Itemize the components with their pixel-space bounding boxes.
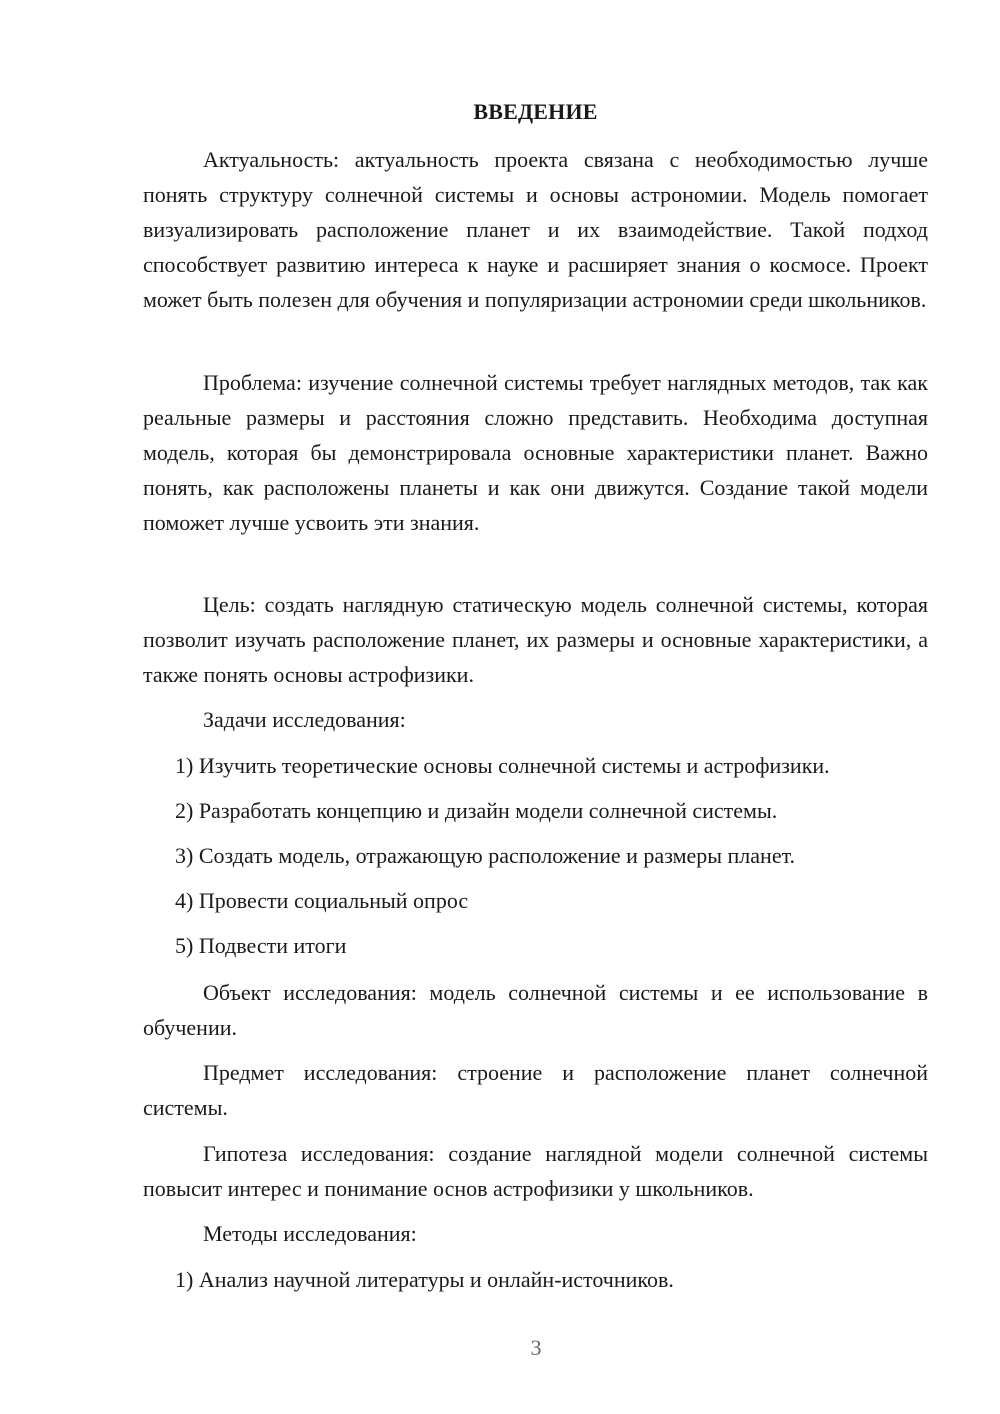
page-number: 3: [530, 1335, 542, 1360]
hypothesis-paragraph: Гипотеза исследования: создание наглядной модели солнечной системы повысит интерес и понимание основ астрофизики у школьников.: [143, 1141, 928, 1201]
methods-heading: Методы исследования:: [203, 1221, 417, 1246]
method-item-1: 1) Анализ научной литературы и онлайн-источников.: [175, 1267, 674, 1292]
tasks-heading: Задачи исследования:: [203, 707, 406, 732]
subject-paragraph: Предмет исследования: строение и расположение планет солнечной системы.: [143, 1060, 928, 1120]
page-title: ВВЕДЕНИЕ: [473, 99, 598, 124]
relevance-paragraph: Актуальность: актуальность проекта связана с необходимостью лучше понять структуру солнечной системы и основы астрономии. Модель помогает визуализировать расположение планет и их взаимодействие. Такой подход способствует развитию интереса к науке и расширяет знания о космосе. Проект может быть полезен для обучения и популяризации астрономии среди школьников.: [143, 147, 928, 312]
goal-paragraph: Цель: создать наглядную статическую модель солнечной системы, которая позволит изучать расположение планет, их размеры и основные характеристики, а также понять основы астрофизики.: [143, 592, 928, 687]
problem-paragraph: Проблема: изучение солнечной системы требует наглядных методов, так как реальные размеры и расстояния сложно представить. Необходима доступная модель, которая бы демонстрировала основные характеристики планет. Важно понять, как расположены планеты и как они движутся. Создание такой модели поможет лучше усвоить эти знания.: [143, 370, 928, 535]
task-item-3: 3) Создать модель, отражающую расположение и размеры планет.: [175, 843, 796, 868]
task-item-4: 4) Провести социальный опрос: [175, 888, 469, 913]
task-item-1: 1) Изучить теоретические основы солнечной системы и астрофизики.: [175, 753, 830, 778]
task-item-5: 5) Подвести итоги: [175, 933, 347, 958]
task-item-2: 2) Разработать концепцию и дизайн модели солнечной системы.: [175, 798, 778, 823]
object-paragraph: Объект исследования: модель солнечной системы и ее использование в обучении.: [143, 980, 928, 1040]
